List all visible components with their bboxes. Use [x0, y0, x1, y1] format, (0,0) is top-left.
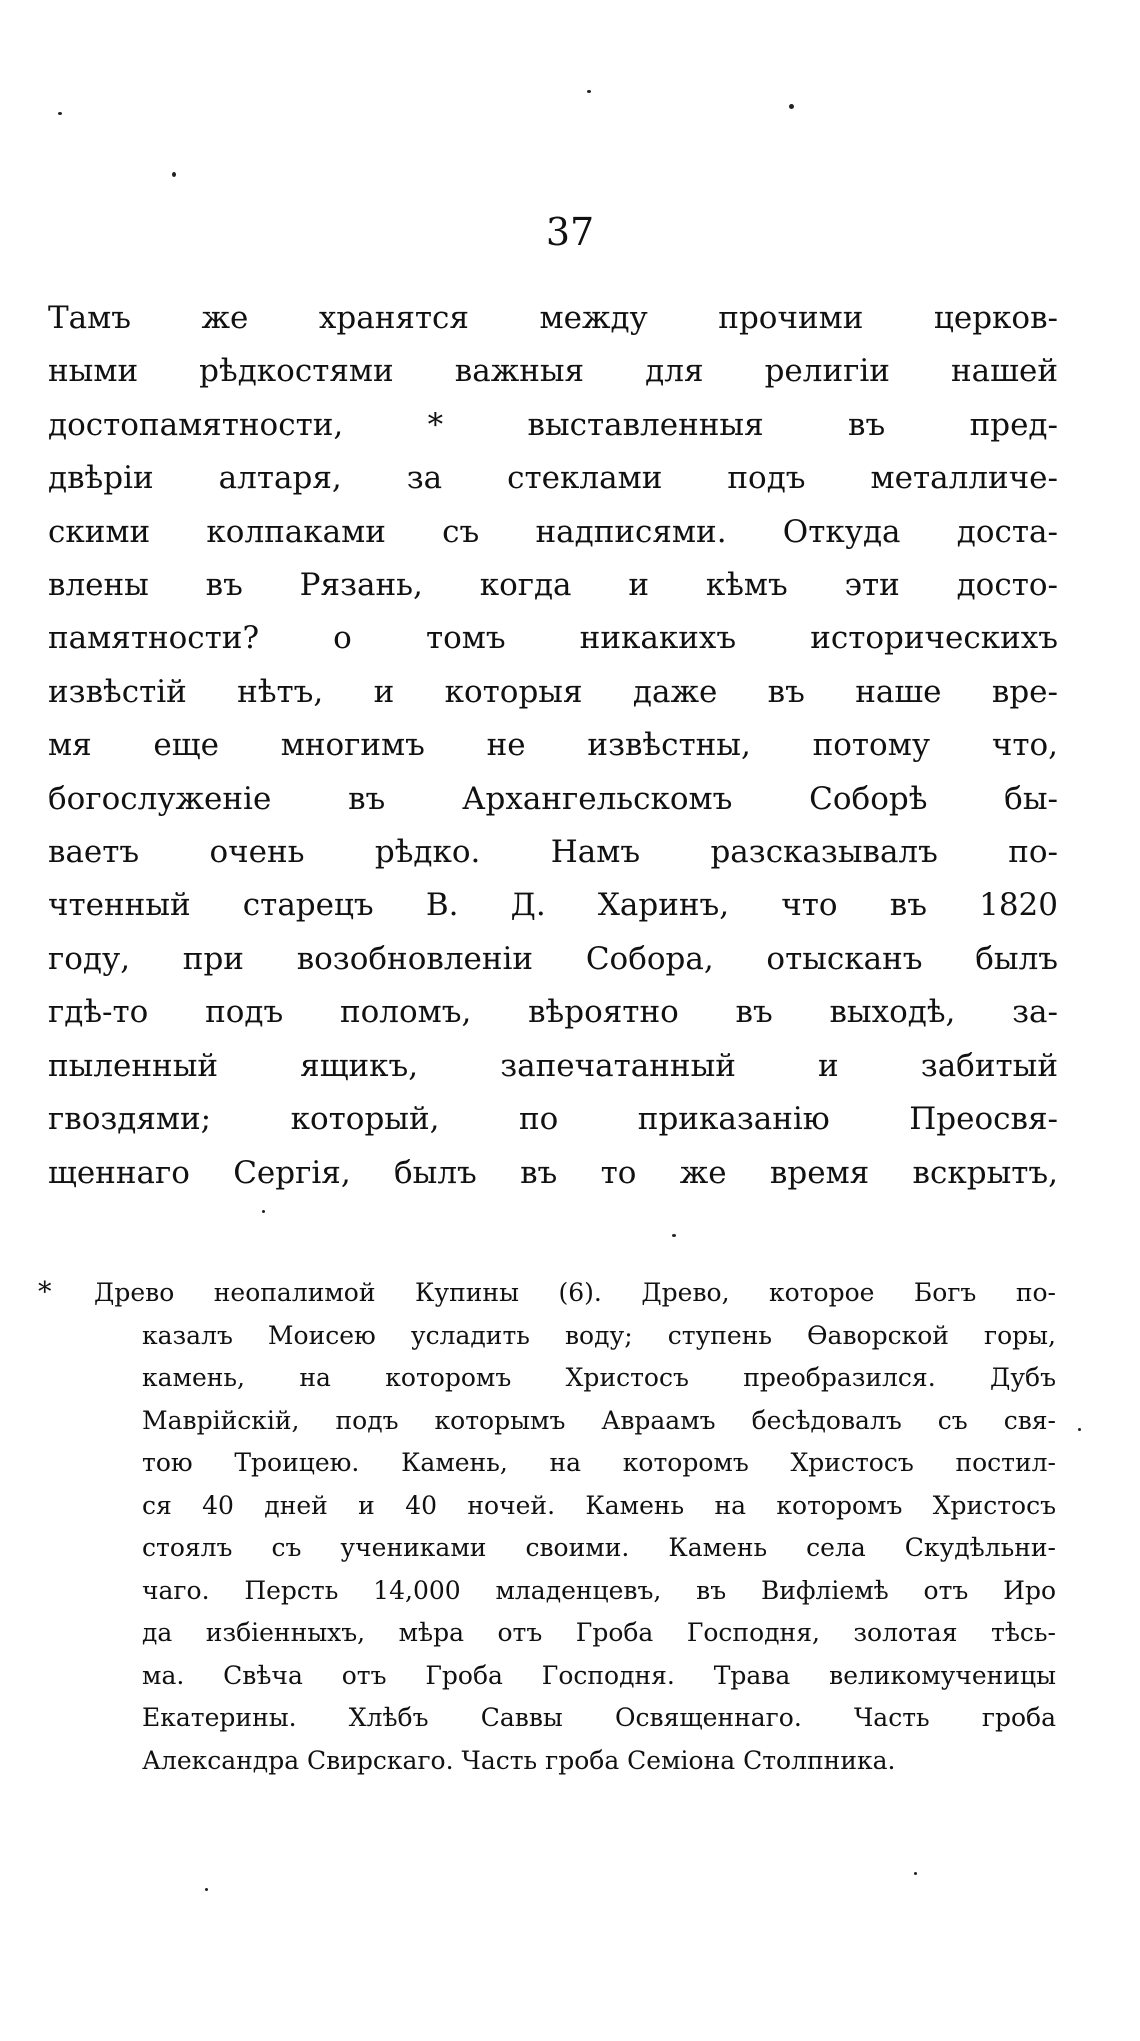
footnote-line: стоялъ съ учениками своими. Камень села Скудѣльни-	[142, 1533, 1056, 1562]
footnote-line: Екатерины. Хлѣбъ Саввы Освященнаго. Часть гроба	[142, 1703, 1056, 1732]
footnote-line: ся 40 дней и 40 ночей. Камень на которомъ Христосъ	[142, 1490, 1056, 1520]
text-line: гдѣ-то подъ поломъ, вѣроятно въ выходѣ, за-	[48, 994, 1058, 1031]
text-line: пыленный ящикъ, запечатанный и забитый	[48, 1047, 1058, 1084]
footnote-line: Александра Свирскаго. Часть гроба Семіона Столпника.	[142, 1745, 896, 1775]
text-line: чтенный старецъ В. Д. Харинъ, что въ 1820	[48, 887, 1058, 924]
text-line: памятности? о томъ никакихъ историческихъ	[48, 620, 1058, 657]
scan-speck	[58, 112, 62, 115]
text-line: скими колпаками съ надписями. Откуда доста-	[48, 513, 1058, 550]
text-line: мя еще многимъ не извѣстны, потому что,	[48, 727, 1058, 764]
scan-speck	[205, 1888, 208, 1891]
footnote-marker: *	[38, 1277, 52, 1308]
footnote-line: Древо неопалимой Купины (6). Древо, которое Богъ по-	[94, 1278, 1056, 1307]
scan-speck	[672, 1234, 676, 1237]
footnote-line: да избіенныхъ, мѣра отъ Гроба Господня, золотая тѣсь-	[142, 1618, 1056, 1647]
text-line: богослуженіе въ Архангельскомъ Соборѣ бы-	[48, 780, 1058, 817]
footnote-line: Маврійскій, подъ которымъ Авраамъ бесѣдовалъ съ свя-	[142, 1405, 1056, 1435]
footnote-block	[38, 1272, 1058, 1782]
text-line: влены въ Рязань, когда и кѣмъ эти досто-	[48, 567, 1058, 604]
footnote-line: чаго. Персть 14,000 младенцевъ, въ Вифліемѣ отъ Иро	[142, 1575, 1056, 1605]
scan-speck	[172, 172, 176, 177]
scan-speck	[587, 90, 591, 93]
text-line: ваетъ очень рѣдко. Намъ разсказывалъ по-	[48, 834, 1058, 871]
main-text-block	[48, 292, 1058, 1200]
text-line: извѣстій нѣтъ, и которыя даже въ наше вре-	[48, 673, 1058, 710]
text-line: гвоздями; который, по приказанію Преосвя-	[48, 1101, 1058, 1138]
footnote-line: ма. Свѣча отъ Гроба Господня. Трава великомученицы	[142, 1660, 1056, 1690]
text-line: достопамятности, * выставленныя въ пред-	[48, 406, 1058, 443]
text-line: двѣріи алтаря, за стеклами подъ металличе-	[48, 460, 1058, 497]
footnote-line: камень, на которомъ Христосъ преобразился. Дубъ	[142, 1363, 1056, 1392]
text-line: щеннаго Сергія, былъ въ то же время вскрытъ,	[48, 1154, 1058, 1191]
scan-speck	[914, 1872, 917, 1875]
footnote-text	[94, 1272, 1056, 1782]
text-line: Тамъ же хранятся между прочими церков-	[48, 300, 1058, 336]
page-number: 37	[545, 210, 595, 254]
scan-speck	[262, 1210, 265, 1213]
text-line: году, при возобновленіи Собора, отысканъ былъ	[48, 940, 1058, 977]
footnote-line: тою Троицею. Камень, на которомъ Христосъ постил-	[142, 1448, 1056, 1477]
scan-speck	[789, 104, 794, 109]
footnote-line: казалъ Моисею усладить воду; ступень Ѳаворской горы,	[142, 1320, 1056, 1350]
text-line: ными рѣдкостями важныя для религіи нашей	[48, 353, 1058, 390]
scan-speck	[1078, 1428, 1081, 1431]
